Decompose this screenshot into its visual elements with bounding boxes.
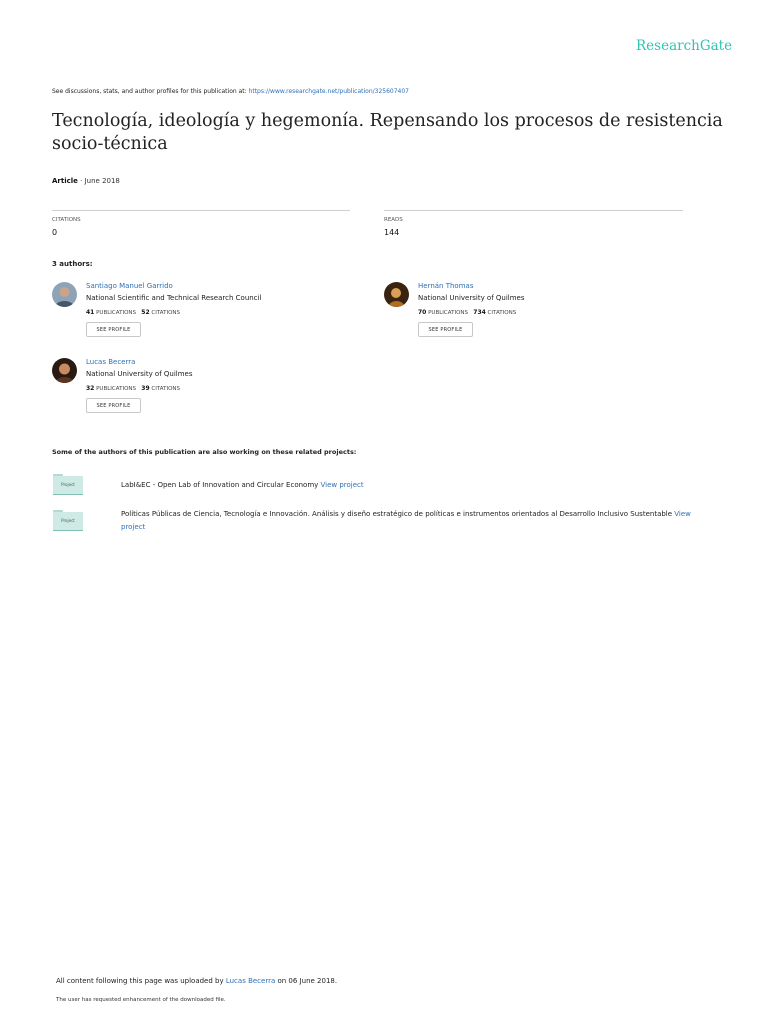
discussion-prefix: See discussions, stats, and author profiles for this publication at: [52,88,249,95]
project-description [121,479,364,492]
uploader-link[interactable]: Lucas Becerra [225,977,276,985]
reads-divider [384,210,683,211]
upload-suffix: on 06 June 2018. [275,977,338,985]
author-name-link[interactable]: Lucas Becerra [86,358,136,366]
author-institution: National Scientific and Technical Research Council [86,294,262,302]
publications-count: 32 [86,385,95,392]
project-folder-icon: Project [52,510,84,532]
author-institution: National University of Quilmes [418,294,525,302]
title-line-2: socio-técnica [52,134,168,154]
enhancement-note: The user has requested enhancement of the downloaded file. [56,997,226,1003]
citations-label: CITATIONS [151,386,181,392]
related-projects-heading: Some of the authors of this publication are also working on these related projects: [52,448,357,456]
reads-label: READS [384,217,403,223]
author-metrics [86,309,180,316]
related-project-item [52,510,712,538]
article-type: Article [52,177,78,185]
publication-title [52,110,732,156]
avatar[interactable] [384,282,409,307]
author-institution: National University of Quilmes [86,370,193,378]
publications-count: 70 [418,309,427,316]
upload-prefix: All content following this page was uploaded by [56,977,226,985]
publications-label: PUBLICATIONS [96,386,137,392]
author-card [384,282,704,346]
see-profile-button[interactable]: SEE PROFILE [86,398,141,413]
see-profile-button[interactable]: SEE PROFILE [86,322,141,337]
title-line-1: Tecnología, ideología y hegemonía. Repensando los procesos de resistencia [52,111,723,131]
view-project-link[interactable]: View project [121,510,691,531]
citations-label: CITATIONS [487,310,517,316]
citations-divider [52,210,350,211]
upload-notice [56,977,337,985]
citations-count: 52 [141,309,150,316]
project-folder-icon: Project [52,474,84,496]
citations-count: 734 [473,309,486,316]
citations-label: CITATIONS [52,217,81,223]
citations-count: 39 [141,385,150,392]
view-project-link[interactable]: View project [320,481,364,489]
related-project-item [52,474,712,498]
publications-label: PUBLICATIONS [96,310,137,316]
avatar[interactable] [52,358,77,383]
reads-count: 144 [384,228,400,237]
publications-count: 41 [86,309,95,316]
citations-count: 0 [52,228,58,237]
author-name-link[interactable]: Hernán Thomas [418,282,474,290]
discussion-line [52,88,732,95]
avatar[interactable] [52,282,77,307]
see-profile-button[interactable]: SEE PROFILE [418,322,473,337]
author-name-link[interactable]: Santiago Manuel Garrido [86,282,173,290]
publication-url-link[interactable]: https://www.researchgate.net/publication/325607407 [248,88,409,95]
project-description [121,508,711,534]
project-title: Políticas Públicas de Ciencia, Tecnología e Innovación. Análisis y diseño estratégico de políticas e instrumentos orientados al Desarrollo Inclusivo Sustentable [121,510,675,518]
project-title: LabI&EC - Open Lab of Innovation and Circular Economy [121,481,321,489]
author-card [52,282,372,346]
author-card [52,358,372,422]
author-metrics [418,309,516,316]
article-date: · June 2018 [77,177,120,185]
citations-label: CITATIONS [151,310,181,316]
article-meta [52,177,120,185]
authors-heading: 3 authors: [52,260,93,268]
publications-label: PUBLICATIONS [428,310,469,316]
author-metrics [86,385,180,392]
researchgate-logo[interactable]: ResearchGate [636,38,733,54]
